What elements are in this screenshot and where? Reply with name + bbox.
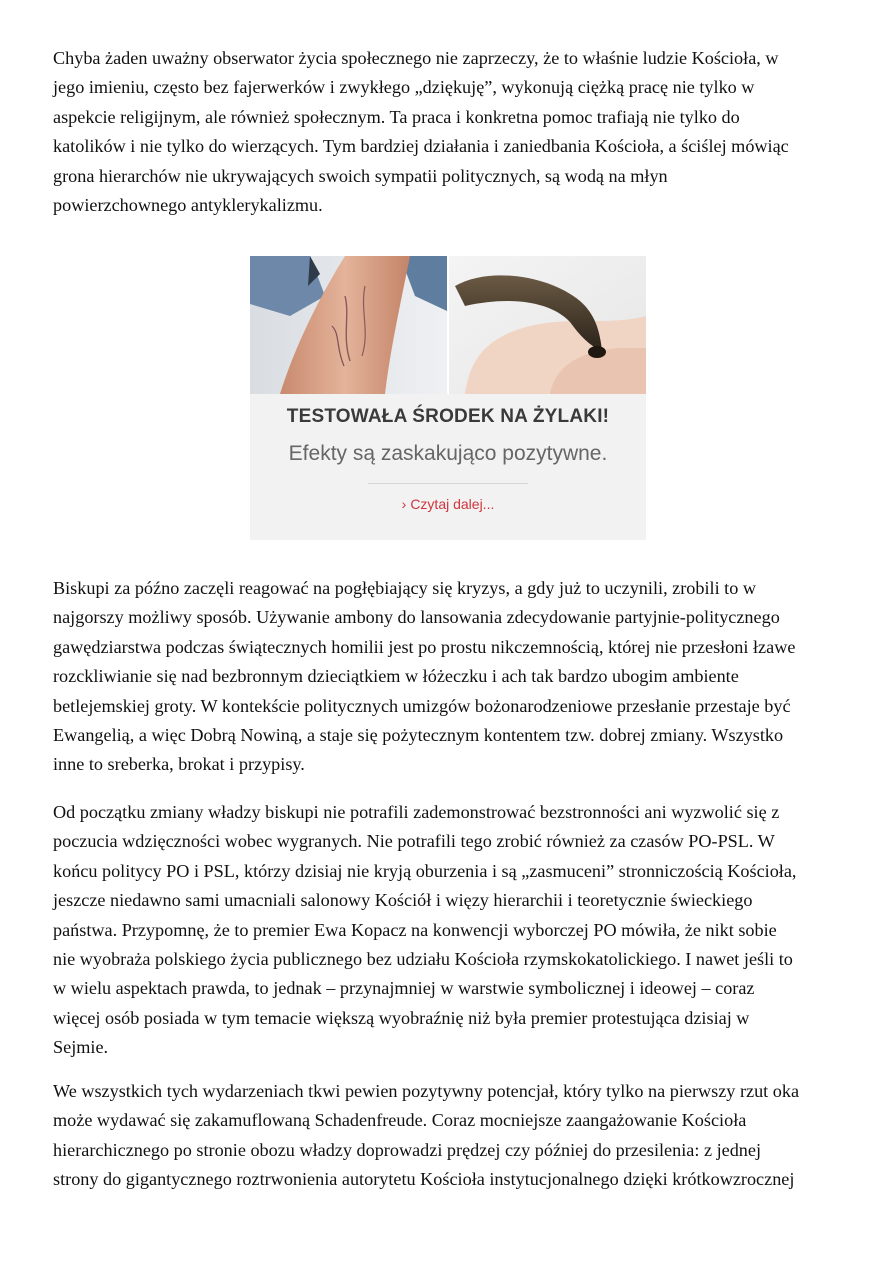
paragraph-line: powierzchownego antyklerykalizmu. xyxy=(53,195,323,216)
ad-subline: Efekty są zaskakująco pozytywne. xyxy=(288,442,608,465)
paragraph-line: końcu politycy PO i PSL, którzy dzisiaj nie kryją oburzenia i są „zasmuceni” stronniczością Kościoła, xyxy=(53,860,797,881)
ad-headline: TESTOWAŁA ŚRODEK NA ŻYLAKI! xyxy=(286,406,610,427)
article-paragraph-2 xyxy=(53,574,853,780)
ad-read-more-link[interactable] xyxy=(250,496,646,512)
article-paragraph-1 xyxy=(53,44,853,220)
paragraph-line: strony do gigantycznego roztrwonienia autorytetu Kościoła instytucjonalnego dzięki krótkowzrocznej xyxy=(53,1169,795,1190)
article-paragraph-4 xyxy=(53,1077,853,1195)
ad-cta-label: Czytaj dalej... xyxy=(410,496,495,512)
paragraph-line: aspekcie religijnym, ale również społecznym. Ta praca i konkretna pomoc trafiają nie tylko do xyxy=(53,106,740,127)
paragraph-line: Sejmie. xyxy=(53,1037,109,1058)
paragraph-line: betlejemskiej groty. W kontekście politycznych umizgów bożonarodzeniowe przesłanie przestaje być xyxy=(53,695,791,716)
leech-photo-icon xyxy=(449,256,646,394)
paragraph-line: więcej osób posiada w tym temacie większą wyobraźnię niż była premier protestująca dzisiaj w xyxy=(53,1007,750,1028)
paragraph-line: gawędziarstwa podczas świątecznych homilii jest po prostu nikczemnością, której nie przesłoni łzawe xyxy=(53,636,796,657)
paragraph-line: państwa. Przypomnę, że to premier Ewa Kopacz na konwencji wyborczej PO mówiła, że nikt sobie xyxy=(53,919,777,940)
ad-divider xyxy=(368,483,528,484)
paragraph-line: najgorszy możliwy sposób. Używanie ambony do lansowania zdecydowanie partyjnie-politycznego xyxy=(53,607,780,628)
paragraph-line: rozckliwianie się nad bezbronnym dzieciątkiem w łóżeczku i ach tak bardzo ubogim ambiente xyxy=(53,666,739,687)
article-paragraph-3 xyxy=(53,798,853,1063)
paragraph-line: jeszcze niedawno sami umacniali salonowy Kościół i więzy hierarchii i teoretycznie świeckiego xyxy=(53,890,753,911)
leg-photo-icon xyxy=(250,256,447,394)
paragraph-line: katolików i nie tylko do wierzących. Tym bardziej działania i zaniedbania Kościoła, a ściślej mówiąc xyxy=(53,136,789,157)
paragraph-line: jego imieniu, często bez fajerwerków i zwykłego „dziękuję”, wykonują ciężką pracę nie tylko w xyxy=(53,77,755,98)
advertisement-banner[interactable] xyxy=(250,256,646,540)
paragraph-line: grona hierarchów nie ukrywających swoich sympatii politycznych, są wodą na młyn xyxy=(53,165,668,186)
paragraph-line: Biskupi za późno zaczęli reagować na pogłębiający się kryzys, a gdy już to uczynili, zrobili to w xyxy=(53,578,757,598)
paragraph-line: poczucia wdzięczności wobec wygranych. Nie potrafili tego zrobić również za czasów PO-PSL. W xyxy=(53,831,775,852)
paragraph-line: hierarchicznego po stronie obozu władzy doprowadzi prędzej czy później do przesilenia: z jednej xyxy=(53,1139,762,1160)
paragraph-line: We wszystkich tych wydarzeniach tkwi pewien pozytywny potencjał, który tylko na pierwszy rzut oka xyxy=(53,1081,800,1101)
paragraph-line: Chyba żaden uważny obserwator życia społecznego nie zaprzeczy, że to właśnie ludzie Kościoła, w xyxy=(53,48,779,68)
paragraph-line: nie wyobraża polskiego życia publicznego bez udziału Kościoła rzymskokatolickiego. I nawet jeśli to xyxy=(53,949,793,970)
paragraph-line: inne to sreberka, brokat i przypisy. xyxy=(53,754,305,775)
paragraph-line: Od początku zmiany władzy biskupi nie potrafili zademonstrować bezstronności ani wyzwolić się z xyxy=(53,802,780,822)
chevron-right-icon: › xyxy=(401,496,407,512)
paragraph-line: Ewangelią, a więc Dobrą Nowiną, a staje się pożytecznym kontentem tzw. dobrej zmiany. Wszystko xyxy=(53,725,784,746)
paragraph-line: w wielu aspektach prawda, to jednak – przynajmniej w warstwie symbolicznej i ideowej – coraz xyxy=(53,978,755,999)
paragraph-line: może wydawać się zakamuflowaną Schadenfreude. Coraz mocniejsze zaangażowanie Kościoła xyxy=(53,1110,747,1131)
ad-photo xyxy=(250,256,646,394)
